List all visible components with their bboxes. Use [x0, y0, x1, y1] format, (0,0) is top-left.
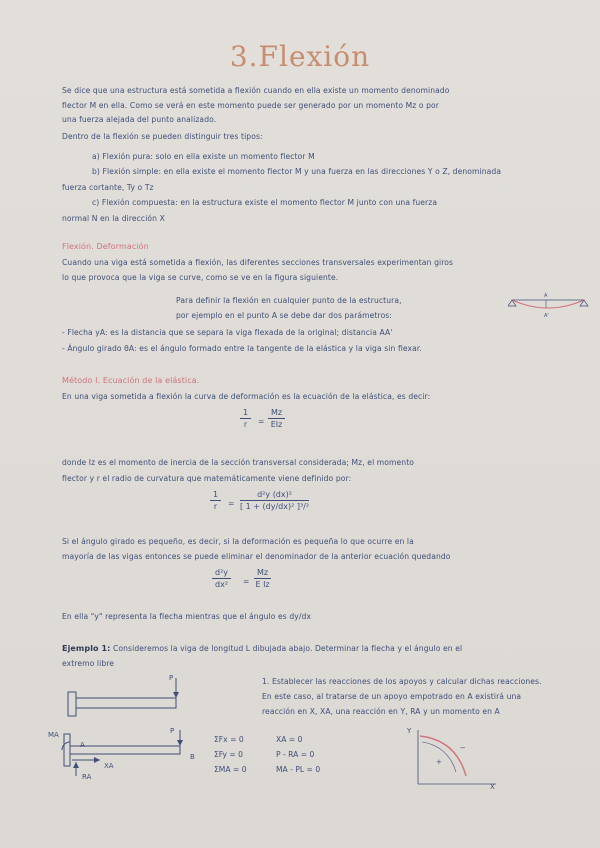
type-item: normal N en la dirección X — [62, 214, 165, 223]
page-title: 3.Flexión — [229, 40, 371, 73]
small-line: mayoría de las vigas entonces se puede eliminar el denominador de la anterior ecuación quedando — [62, 552, 451, 561]
beam-deflection-figure — [508, 290, 590, 326]
type-item: fuerza cortante, Ty o Tz — [62, 183, 154, 192]
step-line: reacción en X, XA, una reacción en Y, RA y un momento en A — [262, 707, 500, 716]
axis-label-x: X — [490, 783, 495, 791]
label-a: A — [544, 293, 548, 299]
step-line: 1. Establecer las reacciones de los apoyos y calcular dichas reacciones. — [262, 677, 542, 686]
intro-line: flector M en ella. Como se verá en este momento puede ser generado por un momento Mz o por — [62, 101, 439, 110]
intro-line: Dentro de la flexión se pueden distinguir tres tipos: — [62, 132, 263, 141]
where-line: donde Iz es el momento de inercia de la sección transversal considerada; Mz, el momento — [62, 458, 415, 467]
notebook-page: 3.Flexión Se dice que una estructura está sometida a flexión cuando en ella existe un momento denominado flector M en ella. Como se verá en este momento puede ser generado por un momento Mz o por una fuerza alejada del punto analizado. Dentro de la flexión se pueden distinguir tres tipos: a) Flexión pura: solo en ella existe un momento flector M b) Flexión simple: en ella existe el momento flector M y una fuerza en las direcciones Y o Z, denominada fuerza cortante, Ty o Tz c) Flexión compuesta: en la estructura existe el momento flector M junto con una fuerza normal N en la dirección X Flexión. Deformación Cuando una viga está sometida a flexión, las diferentes secciones transversales experimentan giros lo que provoca que la viga se curve, como se ve en la figura siguiente. Para definir la flexión en cualquier punto de la estructura, por ejemplo en el punto A se debe dar dos parámetros: - Flecha yA: es la distancia que se separa la viga flexada de la original; distancia AA' - Ángulo girado θA: es el ángulo formado entre la tangente de la elástica y la viga sin flexar. A' A Método I. Ecuación de la elástica. En una viga sometida a flexión la curva de deformación es la ecuación de la elástica, es decir: $\frac{1}{r}$ = Mz EIz donde Iz es el momento de inercia de la sección transversal considerada; Mz, el momento flector y r el radio de curvatura que matemáticamente viene definido por: $\frac{1}{r}$ = $\frac{\text{d²y (dx)²}}{\text{[ 1 + (dy/dx)² ]³/²}}$ Si el ángulo girado es pequeño, es decir, si la deformación es pequeña lo que ocurre en la mayoría de las vigas entonces se puede eliminar el denominador de la anterior ecuación quedando $\frac{\text{d²y}}{\text{dx²}}$ = $\frac{Mz}{\text{E Iz}}$ En ella "y" representa la flecha mientras que el ángulo es dy/dx Ejemplo 1: Consideremos la viga de longitud L dibujada abajo. Determinar la flecha y el ángulo en el extremo libre 1. Establecer las reacciones de los apoyos y calcular dichas reacciones. En este caso, al tratarse de un apoyo empotrado en A existirá una reacción en X, XA, una reacción en Y, RA y un momento en A P MA A B P XA RA ΣFx = 0 ΣFy = 0 ΣMA = 0 XA = 0 P - RA = 0 MA - PL = 0 Y X + − — [0, 0, 600, 848]
moment-curve — [420, 736, 466, 776]
free-body-figure — [56, 726, 196, 782]
sign-convention-figure — [412, 726, 502, 790]
intro-line: una fuerza alejada del punto analizado. — [62, 115, 217, 124]
where-line: flector y r el radio de curvatura que matemáticamente viene definido por: — [62, 474, 352, 483]
section-line: Cuando una viga está sometida a flexión, las diferentes secciones transversales experimentan giros — [62, 258, 454, 267]
type-item: c) Flexión compuesta: en la estructura existe el momento flector M junto con una fuerza — [92, 198, 438, 207]
example-line: extremo libre — [62, 659, 115, 668]
section-line: En una viga sometida a flexión la curva de deformación es la ecuación de la elástica, es decir: — [62, 392, 431, 401]
step-line: En este caso, al tratarse de un apoyo empotrado en A existirá una — [262, 692, 522, 701]
wall — [64, 734, 70, 766]
equilibrium-results: XA = 0 P - RA = 0 MA - PL = 0 — [276, 735, 321, 774]
section-heading: Método I. Ecuación de la elástica. — [62, 376, 200, 385]
example-line: Ejemplo 1: Consideremos la viga de longitud L dibujada abajo. Determinar la flecha y el ángulo en el — [62, 644, 463, 653]
moment-arrow — [62, 742, 70, 750]
wall-support — [68, 692, 76, 716]
label-b: B — [190, 753, 195, 761]
label-xa: XA — [104, 762, 114, 770]
example-label: Ejemplo 1: — [62, 644, 111, 653]
type-item: a) Flexión pura: solo en ella existe un momento flector M — [92, 152, 315, 161]
section-heading: Flexión. Deformación — [62, 242, 149, 251]
sign-plus: + — [436, 758, 442, 766]
beam — [76, 698, 176, 708]
bullet-angulo: - Ángulo girado θA: es el ángulo formado entre la tangente de la elástica y la viga sin flexar. — [62, 344, 422, 353]
label-p2: P — [170, 727, 175, 735]
beam — [70, 746, 180, 754]
sign-minus: − — [460, 744, 466, 752]
label-ra: RA — [82, 773, 92, 781]
axis-label-y: Y — [407, 727, 412, 735]
label-ma: MA — [48, 731, 59, 739]
side-line: por ejemplo en el punto A se debe dar dos parámetros: — [176, 311, 393, 320]
equilibrium-equations: ΣFx = 0 ΣFy = 0 ΣMA = 0 — [214, 735, 247, 774]
label-a-prime: A' — [544, 313, 549, 319]
side-line: Para definir la flexión en cualquier punto de la estructura, — [176, 296, 402, 305]
type-item: b) Flexión simple: en ella existe el momento flector M y una fuerza en las direcciones Y o Z, denominada — [92, 167, 502, 176]
small-line: Si el ángulo girado es pequeño, es decir, si la deformación es pequeña lo que ocurre en la — [62, 537, 414, 546]
section-line: lo que provoca que la viga se curve, como se ve en la figura siguiente. — [62, 273, 339, 282]
intro-line: Se dice que una estructura está sometida a flexión cuando en ella existe un momento denominado — [62, 86, 450, 95]
label-p1: P — [169, 674, 174, 682]
bullet-flecha: - Flecha yA: es la distancia que se separa la viga flexada de la original; distancia AA' — [62, 328, 393, 337]
label-a: A — [80, 741, 85, 749]
deflected-beam — [512, 300, 584, 308]
note-line: En ella "y" representa la flecha mientras que el ángulo es dy/dx — [62, 612, 312, 621]
